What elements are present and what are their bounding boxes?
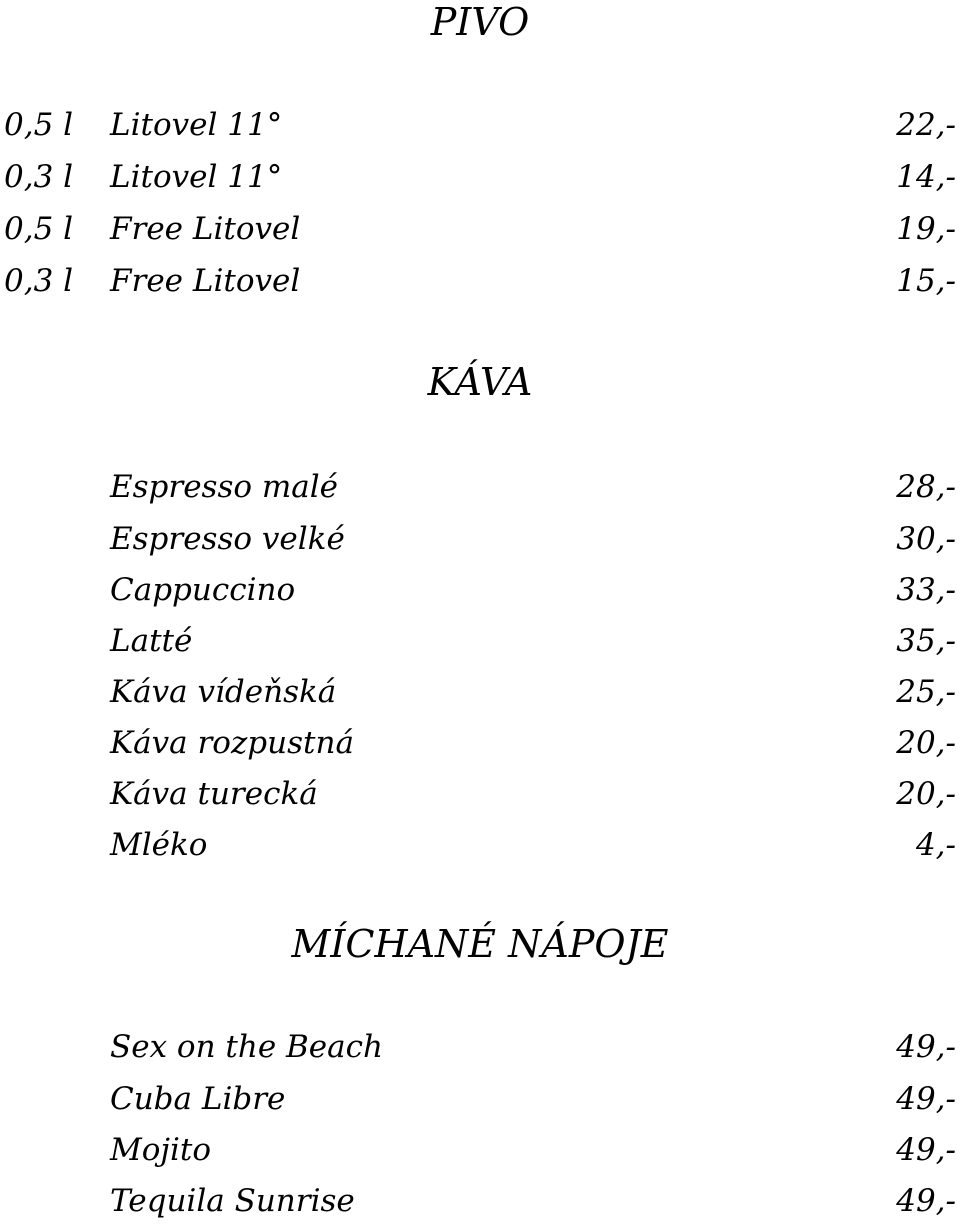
item-name: Litovel 11° [110, 159, 283, 195]
menu-item [0, 619, 960, 663]
item-price: 28,- [896, 469, 956, 505]
item-name: Káva turecká [110, 776, 318, 812]
item-name: Litovel 11° [110, 107, 283, 143]
item-name: Espresso velké [110, 521, 345, 557]
menu-item [0, 465, 960, 509]
menu-item [0, 670, 960, 714]
menu-item [0, 1077, 960, 1121]
item-name: Mojito [110, 1132, 212, 1168]
item-size: 0,3 l [4, 263, 74, 299]
item-name: Cappuccino [110, 572, 296, 608]
item-size: 0,5 l [4, 211, 74, 247]
item-name: Latté [110, 623, 193, 659]
item-name: Káva vídeňská [110, 674, 337, 710]
menu-item [0, 1025, 960, 1069]
item-price: 22,- [896, 107, 956, 143]
item-name: Free Litovel [110, 263, 301, 299]
item-size: 0,3 l [4, 159, 74, 195]
item-price: 49,- [896, 1183, 956, 1219]
item-price: 30,- [896, 521, 956, 557]
item-price: 4,- [915, 827, 956, 863]
item-name: Káva rozpustná [110, 725, 354, 761]
item-name: Tequila Sunrise [110, 1183, 355, 1219]
item-price: 19,- [896, 211, 956, 247]
item-name: Mléko [110, 827, 208, 863]
menu-item [0, 772, 960, 816]
item-price: 15,- [896, 263, 956, 299]
item-name: Free Litovel [110, 211, 301, 247]
item-price: 25,- [896, 674, 956, 710]
menu-item [0, 568, 960, 612]
item-name: Espresso malé [110, 469, 339, 505]
menu-item [0, 823, 960, 867]
item-price: 33,- [896, 572, 956, 608]
menu-item [0, 517, 960, 561]
menu-item [0, 721, 960, 765]
section-title-pivo: PIVO [430, 0, 530, 44]
item-price: 14,- [896, 159, 956, 195]
item-name: Sex on the Beach [110, 1029, 383, 1065]
menu-item [0, 155, 960, 199]
item-name: Cuba Libre [110, 1081, 286, 1117]
menu-item [0, 1128, 960, 1172]
item-price: 49,- [896, 1081, 956, 1117]
item-size: 0,5 l [4, 107, 74, 143]
item-price: 49,- [896, 1029, 956, 1065]
section-title-michane-napoje: MÍCHANÉ NÁPOJE [291, 922, 669, 966]
menu-item [0, 207, 960, 251]
menu-item [0, 1179, 960, 1223]
item-price: 20,- [896, 725, 956, 761]
section-title-kava: KÁVA [427, 360, 533, 404]
item-price: 20,- [896, 776, 956, 812]
item-price: 35,- [896, 623, 956, 659]
item-price: 49,- [896, 1132, 956, 1168]
menu-item [0, 259, 960, 303]
menu-item [0, 103, 960, 147]
